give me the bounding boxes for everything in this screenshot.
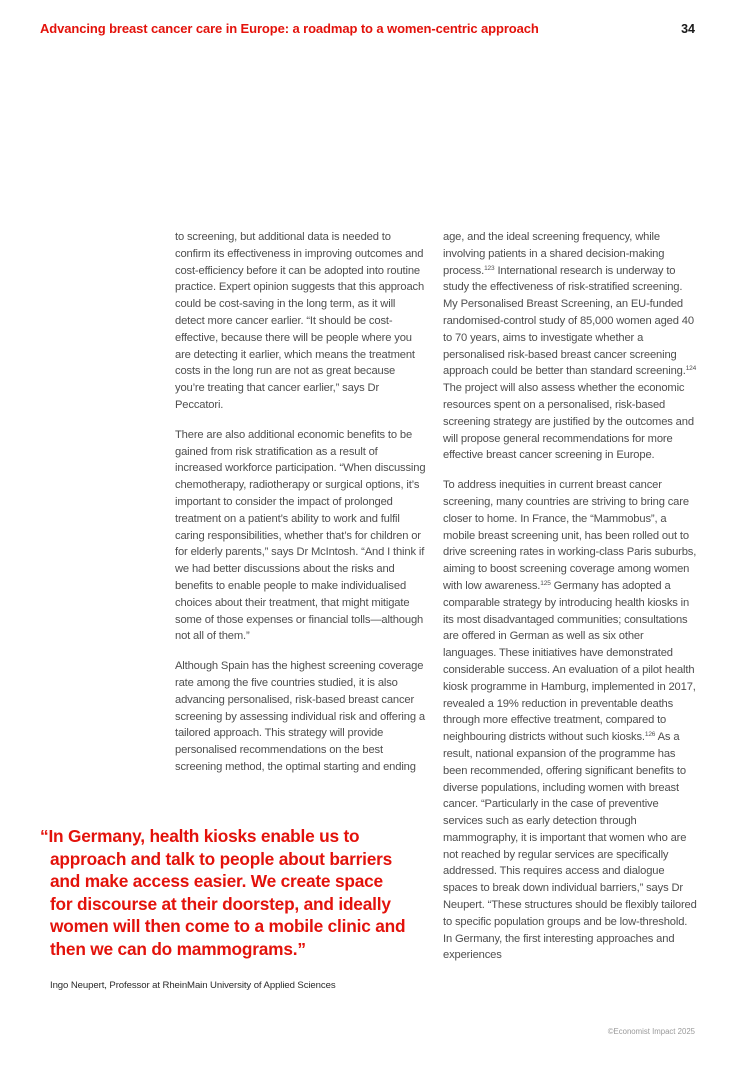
footnote-ref: 123: [484, 264, 495, 272]
text-run: Germany has adopted a comparable strategy by introducing health kiosks in its most disadvantaged communities; consultations are offered in German as well as six other languages. These initiatives have demonstrated considerable success. An evaluation of a pilot health kiosk programme in Hamburg, implemented in 2017, revealed a 19% reduction in preventable deaths through more effective treatment, compared to neighbouring districts without such kiosks.: [443, 579, 696, 744]
report-title: Advancing breast cancer care in Europe: a roadmap to a women-centric approach: [40, 21, 539, 36]
pull-quote-line: women will then come to a mobile clinic and: [50, 916, 406, 937]
text-run: The project will also assess whether the economic resources spent on a personalised, risk-based screening strategy are justified by the outcomes and will propose general recommendations for more effective breast cancer screening in Europe.: [443, 382, 694, 462]
pull-quote-line: for discourse at their doorstep, and ideally: [50, 893, 391, 914]
footnote-ref: 125: [540, 579, 551, 587]
footnote-ref: 126: [644, 731, 656, 739]
pull-quote-line: approach and talk to people about barriers: [50, 848, 393, 869]
paragraph: There are also additional economic benefits to be gained from risk stratification as a result of increased workforce participation. “When discussing chemotherapy, radiotherapy or surgical options, it’s important to consider the impact of prolonged treatment on a patient’s ability to work and fulfil caring responsibilities, whether that’s for children or for elderly parents,” says Dr McIntosh. “And I think if we had better discussions about the risks and benefits to enable people to make individualised choices about their treatment, that might mitigate some of those expenses or financial tolls—although not all of them.”: [175, 428, 426, 643]
paragraph: Although Spain has the highest screening coverage rate among the five countries studied, it is also advancing personalised, risk-based breast cancer screening by assessing individual risk and offering a tailored approach. This strategy will provide personalised recommendations on the best screening method, the optimal starting and ending: [175, 660, 425, 773]
footnote-ref: 124: [685, 365, 697, 373]
pull-quote-line: then we can do mammograms.”: [50, 938, 306, 959]
left-column: [175, 229, 427, 789]
pull-quote-line: “In Germany, health kiosks enable us to: [40, 826, 360, 846]
pull-quote-line: and make access easier. We create space: [50, 871, 383, 892]
pull-quote: [40, 825, 410, 961]
page-number: 34: [681, 22, 695, 36]
paragraph: to screening, but additional data is needed to confirm its effectiveness in improving outcomes and cost-efficiency before it can be adopted into routine practice. Expert opinion suggests that this approach could be cost-saving in the long term, as it will detect more cancer earlier. “It should be cost-effective, because there will be people where you are detecting it earlier, which means the treatment costs in the long run are not as great because you’re treating that cancer earlier,” says Dr Peccatori.: [175, 231, 425, 411]
text-run: To address inequities in current breast cancer screening, many countries are striving to bring care closer to home. In France, the “Mammobus”, a mobile breast screening unit, has been rolled out to drive screening rates in working-class Paris suburbs, aiming to boost screening coverage among women with low awareness.: [443, 479, 697, 592]
quote-attribution: Ingo Neupert, Professor at RheinMain University of Applied Sciences: [50, 980, 336, 991]
copyright-notice: ©Economist Impact 2025: [607, 1027, 695, 1036]
text-run: International research is underway to study the effectiveness of risk-stratified screening. My Personalised Breast Screening, an EU-funded randomised-control study of 85,000 women aged 40 to 70 years, aims to investigate whether a personalised risk-based breast cancer screening approach could be better than standard screening.: [443, 264, 694, 378]
text-run: As a result, national expansion of the programme has been recommended, offering significant benefits to diverse populations, including women with breast cancer. “Particularly in the case of preventive services such as early detection through mammography, it is important that women who are not reached by regular services are specifically addressed. This requires access and dialogue spaces to break down individual barriers,” says Dr Neupert. “These structures should be flexibly tailored to specific population groups and be low-threshold. In Germany, the first interesting approaches and experiences: [443, 731, 697, 962]
text-run: age, and the ideal screening frequency, while involving patients in a shared decision-making process.: [443, 231, 665, 277]
paragraph: [443, 477, 699, 964]
right-column: [443, 229, 699, 977]
paragraph: [443, 229, 699, 464]
